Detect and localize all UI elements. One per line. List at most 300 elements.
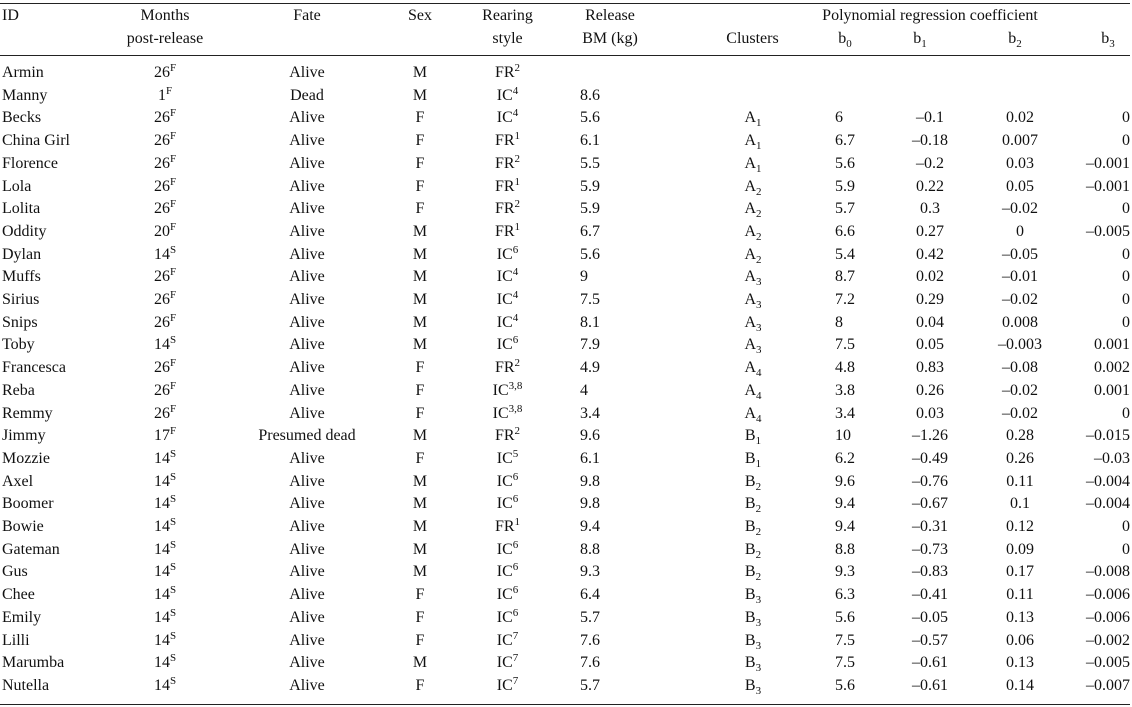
row-b3: –0.004	[1086, 473, 1130, 490]
row-b2: 0.1	[1010, 495, 1030, 512]
row-b1: –0.18	[912, 132, 948, 149]
row-b1: –0.83	[912, 563, 948, 580]
row-months: $26^F$	[153, 62, 177, 81]
row-release-bm: 4	[580, 382, 588, 399]
row-fate: Alive	[289, 291, 325, 308]
row-id: Remmy	[2, 405, 53, 422]
row-fate: Alive	[289, 654, 325, 671]
row-b2: 0.007	[1002, 132, 1038, 149]
row-b2: –0.02	[1002, 405, 1038, 422]
row-release-bm: 6.4	[580, 586, 600, 603]
row-sex: F	[415, 405, 425, 422]
row-fate: Alive	[289, 405, 325, 422]
row-id: Sirius	[2, 291, 40, 308]
row-release-bm: 6.1	[580, 450, 600, 467]
row-b3: 0	[1122, 541, 1130, 558]
row-b1: –0.61	[912, 677, 948, 694]
row-sex: M	[412, 336, 428, 353]
header-b1: $b_1$	[913, 30, 927, 50]
row-sex: F	[415, 632, 425, 649]
row-months: $20^F$	[153, 221, 177, 240]
row-sex: F	[415, 155, 425, 172]
row-b1: 0.3	[920, 200, 940, 217]
row-b3: –0.002	[1086, 632, 1130, 649]
header-b0: $b_0$	[838, 30, 852, 50]
row-b2: 0.13	[1006, 609, 1034, 626]
header-months: Months	[140, 7, 190, 24]
header-release: Release	[585, 7, 635, 24]
row-fate: Alive	[289, 336, 325, 353]
row-cluster: $B_2$	[744, 473, 762, 493]
row-cluster: $B_3$	[744, 586, 762, 606]
row-b1: 0.04	[916, 314, 944, 331]
row-b3: –0.005	[1086, 223, 1130, 240]
row-b2: 0.11	[1006, 586, 1034, 603]
row-fate: Alive	[289, 677, 325, 694]
header-id: ID	[2, 7, 19, 24]
row-id: Florence	[2, 155, 58, 172]
row-b2: 0.008	[1002, 314, 1038, 331]
header-rule	[0, 55, 1130, 56]
row-cluster: $A_2$	[744, 178, 762, 198]
row-id: Axel	[2, 473, 34, 490]
row-id: Mozzie	[2, 450, 50, 467]
row-sex: M	[412, 87, 428, 104]
row-b0: 4.8	[835, 359, 855, 376]
row-b3: –0.03	[1094, 450, 1130, 467]
row-id: Toby	[2, 336, 35, 353]
row-b0: 9.4	[835, 495, 855, 512]
row-months: $14^S$	[153, 607, 177, 626]
row-release-bm: 7.9	[580, 336, 600, 353]
row-release-bm: 7.5	[580, 291, 600, 308]
row-fate: Alive	[289, 609, 325, 626]
row-sex: F	[415, 382, 425, 399]
row-b3: 0	[1122, 291, 1130, 308]
row-months: $26^F$	[153, 357, 177, 376]
header-post-release: post-release	[126, 30, 204, 47]
row-sex: F	[415, 586, 425, 603]
row-b0: 5.6	[835, 609, 855, 626]
row-b2: –0.02	[1002, 291, 1038, 308]
row-fate: Alive	[289, 473, 325, 490]
row-id: Nutella	[2, 677, 50, 694]
row-release-bm: 9.6	[580, 427, 600, 444]
row-b0: 8	[835, 314, 843, 331]
row-b0: 9.3	[835, 563, 855, 580]
row-fate: Alive	[289, 314, 325, 331]
row-months: $14^S$	[153, 493, 177, 512]
row-b2: –0.02	[1002, 382, 1038, 399]
row-months: $14^S$	[153, 561, 177, 580]
row-sex: M	[412, 427, 428, 444]
row-id: Marumba	[2, 654, 65, 671]
row-rearing-style: $FR^1$	[494, 176, 521, 195]
row-fate: Alive	[289, 450, 325, 467]
row-sex: F	[415, 609, 425, 626]
row-b3: –0.008	[1086, 563, 1130, 580]
row-b1: –0.1	[916, 109, 944, 126]
row-cluster: $A_2$	[744, 200, 762, 220]
row-months: $26^F$	[153, 176, 177, 195]
row-b3: –0.001	[1086, 155, 1130, 172]
row-b0: 7.5	[835, 632, 855, 649]
row-b0: 8.7	[835, 268, 855, 285]
row-b0: 6.7	[835, 132, 855, 149]
row-sex: F	[415, 450, 425, 467]
row-b3: –0.015	[1086, 427, 1130, 444]
row-fate: Alive	[289, 586, 325, 603]
row-sex: M	[412, 495, 428, 512]
row-release-bm: 9.3	[580, 563, 600, 580]
row-sex: F	[415, 109, 425, 126]
row-fate: Alive	[289, 518, 325, 535]
row-b3: 0	[1122, 132, 1130, 149]
row-cluster: $A_1$	[744, 155, 762, 175]
row-id: Francesca	[2, 359, 66, 376]
header-clusters: Clusters	[726, 30, 779, 47]
row-rearing-style: $FR^2$	[494, 425, 521, 444]
row-sex: F	[415, 132, 425, 149]
row-b3: –0.006	[1086, 586, 1130, 603]
row-b3: –0.006	[1086, 609, 1130, 626]
row-cluster: $B_2$	[744, 495, 762, 515]
row-id: Manny	[2, 87, 48, 104]
row-fate: Alive	[289, 563, 325, 580]
row-id: Chee	[2, 586, 35, 603]
row-b1: 0.83	[916, 359, 944, 376]
row-rearing-style: IC$^{3,8}$	[492, 403, 523, 422]
row-fate: Alive	[289, 268, 325, 285]
row-release-bm: 6.7	[580, 223, 600, 240]
row-b2: 0.17	[1006, 563, 1034, 580]
row-b1: –1.26	[912, 427, 948, 444]
row-months: $14^S$	[153, 334, 177, 353]
header-bm-kg: BM (kg)	[582, 30, 638, 47]
header-style: style	[492, 30, 523, 47]
row-rearing-style: $IC^6$	[496, 561, 519, 580]
row-b0: 5.6	[835, 677, 855, 694]
row-b1: 0.26	[916, 382, 944, 399]
row-rearing-style: $FR^2$	[494, 198, 521, 217]
row-months: $26^F$	[153, 266, 177, 285]
row-id: China Girl	[2, 132, 70, 149]
row-cluster: $B_2$	[744, 563, 762, 583]
row-fate: Alive	[289, 382, 325, 399]
row-rearing-style: $FR^1$	[494, 221, 521, 240]
row-sex: F	[415, 359, 425, 376]
row-rearing-style: $IC^6$	[496, 244, 519, 263]
row-cluster: $B_1$	[744, 427, 762, 447]
row-release-bm: 9.8	[580, 473, 600, 490]
row-rearing-style: IC$^{3,8}$	[492, 380, 523, 399]
row-release-bm: 5.7	[580, 609, 600, 626]
row-id: Bowie	[2, 518, 44, 535]
row-release-bm: 9.8	[580, 495, 600, 512]
row-release-bm: 5.7	[580, 677, 600, 694]
row-rearing-style: $IC^4$	[496, 289, 519, 308]
top-rule	[0, 3, 1130, 4]
row-cluster: $A_1$	[744, 132, 762, 152]
row-months: $14^S$	[153, 630, 177, 649]
row-id: Snips	[2, 314, 38, 331]
row-b2: 0.12	[1006, 518, 1034, 535]
row-rearing-style: $IC^7$	[496, 652, 519, 671]
row-b0: 6.3	[835, 586, 855, 603]
row-cluster: $B_3$	[744, 609, 762, 629]
bottom-rule	[0, 704, 1130, 705]
row-b0: 7.5	[835, 654, 855, 671]
row-b2: 0.02	[1006, 109, 1034, 126]
row-release-bm: 7.6	[580, 654, 600, 671]
row-release-bm: 8.6	[580, 87, 600, 104]
row-cluster: $A_3$	[744, 268, 762, 288]
row-b2: 0.28	[1006, 427, 1034, 444]
header-b2: $b_2$	[1008, 30, 1022, 50]
row-months: $26^F$	[153, 289, 177, 308]
row-rearing-style: $IC^6$	[496, 493, 519, 512]
row-b2: 0.06	[1006, 632, 1034, 649]
row-b0: 9.4	[835, 518, 855, 535]
row-release-bm: 9.4	[580, 518, 600, 535]
row-id: Lola	[2, 178, 32, 195]
row-months: $1^F$	[157, 85, 173, 104]
row-b1: –0.2	[916, 155, 944, 172]
row-months: $26^F$	[153, 312, 177, 331]
row-cluster: $A_3$	[744, 291, 762, 311]
row-b1: 0.03	[916, 405, 944, 422]
row-b2: –0.003	[998, 336, 1042, 353]
row-sex: M	[412, 654, 428, 671]
row-release-bm: 4.9	[580, 359, 600, 376]
row-rearing-style: $IC^4$	[496, 85, 519, 104]
row-rearing-style: $IC^7$	[496, 675, 519, 694]
row-b0: 8.8	[835, 541, 855, 558]
row-b2: 0.09	[1006, 541, 1034, 558]
row-b2: 0.14	[1006, 677, 1034, 694]
row-months: $14^S$	[153, 584, 177, 603]
row-b3: –0.001	[1086, 178, 1130, 195]
row-cluster: $B_3$	[744, 654, 762, 674]
row-id: Lilli	[2, 632, 30, 649]
row-b1: –0.61	[912, 654, 948, 671]
row-fate: Alive	[289, 246, 325, 263]
row-sex: M	[412, 291, 428, 308]
row-months: $14^S$	[153, 539, 177, 558]
row-b0: 9.6	[835, 473, 855, 490]
row-cluster: $A_3$	[744, 336, 762, 356]
row-b3: 0.002	[1094, 359, 1130, 376]
row-b0: 6.6	[835, 223, 855, 240]
row-b0: 6	[835, 109, 843, 126]
row-sex: M	[412, 518, 428, 535]
row-b2: 0.03	[1006, 155, 1034, 172]
row-cluster: $A_2$	[744, 246, 762, 266]
row-b0: 6.2	[835, 450, 855, 467]
row-b2: –0.05	[1002, 246, 1038, 263]
row-months: $14^S$	[153, 675, 177, 694]
row-b0: 3.8	[835, 382, 855, 399]
row-fate: Presumed dead	[258, 427, 356, 444]
row-months: $26^F$	[153, 130, 177, 149]
row-b0: 5.7	[835, 200, 855, 217]
row-fate: Alive	[289, 359, 325, 376]
row-cluster: $A_4$	[744, 359, 762, 379]
row-sex: F	[415, 677, 425, 694]
row-b0: 10	[835, 427, 851, 444]
row-cluster: $A_2$	[744, 223, 762, 243]
row-sex: M	[412, 246, 428, 263]
row-b0: 7.2	[835, 291, 855, 308]
row-rearing-style: $IC^6$	[496, 471, 519, 490]
row-id: Gus	[2, 563, 28, 580]
row-fate: Alive	[289, 109, 325, 126]
row-b2: –0.01	[1002, 268, 1038, 285]
row-sex: M	[412, 563, 428, 580]
row-release-bm: 6.1	[580, 132, 600, 149]
row-months: $14^S$	[153, 516, 177, 535]
row-b2: 0.26	[1006, 450, 1034, 467]
row-b1: 0.27	[916, 223, 944, 240]
row-b2: –0.02	[1002, 200, 1038, 217]
row-release-bm: 5.6	[580, 109, 600, 126]
row-id: Boomer	[2, 495, 54, 512]
row-b3: 0	[1122, 246, 1130, 263]
row-fate: Alive	[289, 495, 325, 512]
row-b0: 5.4	[835, 246, 855, 263]
header-poly-coefficient: Polynomial regression coefficient	[822, 7, 1038, 24]
row-release-bm: 9	[580, 268, 588, 285]
header-fate: Fate	[293, 7, 321, 24]
row-b2: 0.11	[1006, 473, 1034, 490]
row-b1: –0.05	[912, 609, 948, 626]
header-b3: $b_3$	[1101, 30, 1115, 50]
row-months: $17^F$	[153, 425, 177, 444]
row-b3: 0	[1122, 314, 1130, 331]
row-fate: Alive	[289, 155, 325, 172]
row-cluster: $A_4$	[744, 405, 762, 425]
row-b3: 0	[1122, 405, 1130, 422]
row-months: $26^F$	[153, 198, 177, 217]
row-b1: –0.73	[912, 541, 948, 558]
row-rearing-style: $IC^6$	[496, 539, 519, 558]
row-fate: Alive	[289, 541, 325, 558]
row-sex: M	[412, 223, 428, 240]
header-sex: Sex	[408, 7, 432, 24]
row-b1: 0.22	[916, 178, 944, 195]
row-b3: 0.001	[1094, 382, 1130, 399]
row-b1: –0.31	[912, 518, 948, 535]
row-sex: F	[415, 200, 425, 217]
row-b3: 0	[1122, 518, 1130, 535]
row-release-bm: 8.8	[580, 541, 600, 558]
row-sex: M	[412, 541, 428, 558]
row-b3: –0.004	[1086, 495, 1130, 512]
row-b2: 0.13	[1006, 654, 1034, 671]
row-fate: Dead	[290, 87, 324, 104]
row-months: $26^F$	[153, 153, 177, 172]
row-fate: Alive	[289, 223, 325, 240]
row-id: Armin	[2, 64, 44, 81]
row-fate: Alive	[289, 132, 325, 149]
row-release-bm: 5.9	[580, 178, 600, 195]
row-rearing-style: $FR^1$	[494, 516, 521, 535]
row-id: Oddity	[2, 223, 47, 240]
row-fate: Alive	[289, 64, 325, 81]
row-release-bm: 5.5	[580, 155, 600, 172]
row-id: Emily	[2, 609, 42, 626]
row-cluster: $A_4$	[744, 382, 762, 402]
row-months: $14^S$	[153, 448, 177, 467]
row-release-bm: 5.6	[580, 246, 600, 263]
row-b2: 0.05	[1006, 178, 1034, 195]
row-release-bm: 8.1	[580, 314, 600, 331]
row-months: $26^F$	[153, 107, 177, 126]
row-b3: –0.005	[1086, 654, 1130, 671]
row-rearing-style: $IC^4$	[496, 312, 519, 331]
row-sex: M	[412, 314, 428, 331]
row-rearing-style: $IC^4$	[496, 107, 519, 126]
row-rearing-style: $IC^6$	[496, 584, 519, 603]
row-rearing-style: $FR^1$	[494, 130, 521, 149]
row-id: Dylan	[2, 246, 42, 263]
row-fate: Alive	[289, 632, 325, 649]
row-b0: 3.4	[835, 405, 855, 422]
row-rearing-style: $IC^4$	[496, 266, 519, 285]
row-b3: 0.001	[1094, 336, 1130, 353]
row-id: Lolita	[2, 200, 41, 217]
row-fate: Alive	[289, 200, 325, 217]
row-b1: –0.57	[912, 632, 948, 649]
row-rearing-style: $FR^2$	[494, 357, 521, 376]
row-release-bm: 7.6	[580, 632, 600, 649]
row-cluster: $B_3$	[744, 677, 762, 697]
row-months: $26^F$	[153, 380, 177, 399]
row-b0: 5.6	[835, 155, 855, 172]
row-release-bm: 5.9	[580, 200, 600, 217]
row-rearing-style: $FR^2$	[494, 62, 521, 81]
row-b3: 0	[1122, 109, 1130, 126]
row-months: $14^S$	[153, 244, 177, 263]
row-b0: 7.5	[835, 336, 855, 353]
row-b0: 5.9	[835, 178, 855, 195]
row-id: Gateman	[2, 541, 60, 558]
row-rearing-style: $IC^6$	[496, 607, 519, 626]
row-sex: M	[412, 64, 428, 81]
row-b2: –0.08	[1002, 359, 1038, 376]
row-cluster: $A_3$	[744, 314, 762, 334]
row-b1: 0.42	[916, 246, 944, 263]
row-b1: –0.76	[912, 473, 948, 490]
row-sex: F	[415, 178, 425, 195]
row-rearing-style: $IC^7$	[496, 630, 519, 649]
row-b3: 0	[1122, 200, 1130, 217]
row-id: Muffs	[2, 268, 41, 285]
row-b1: 0.02	[916, 268, 944, 285]
row-b1: –0.41	[912, 586, 948, 603]
row-b3: –0.007	[1086, 677, 1130, 694]
row-release-bm: 3.4	[580, 405, 600, 422]
row-b1: 0.05	[916, 336, 944, 353]
row-cluster: $B_2$	[744, 518, 762, 538]
row-b3: 0	[1122, 268, 1130, 285]
row-b1: –0.67	[912, 495, 948, 512]
row-fate: Alive	[289, 178, 325, 195]
row-months: $14^S$	[153, 652, 177, 671]
row-b1: –0.49	[912, 450, 948, 467]
row-rearing-style: $FR^2$	[494, 153, 521, 172]
row-id: Becks	[2, 109, 42, 126]
